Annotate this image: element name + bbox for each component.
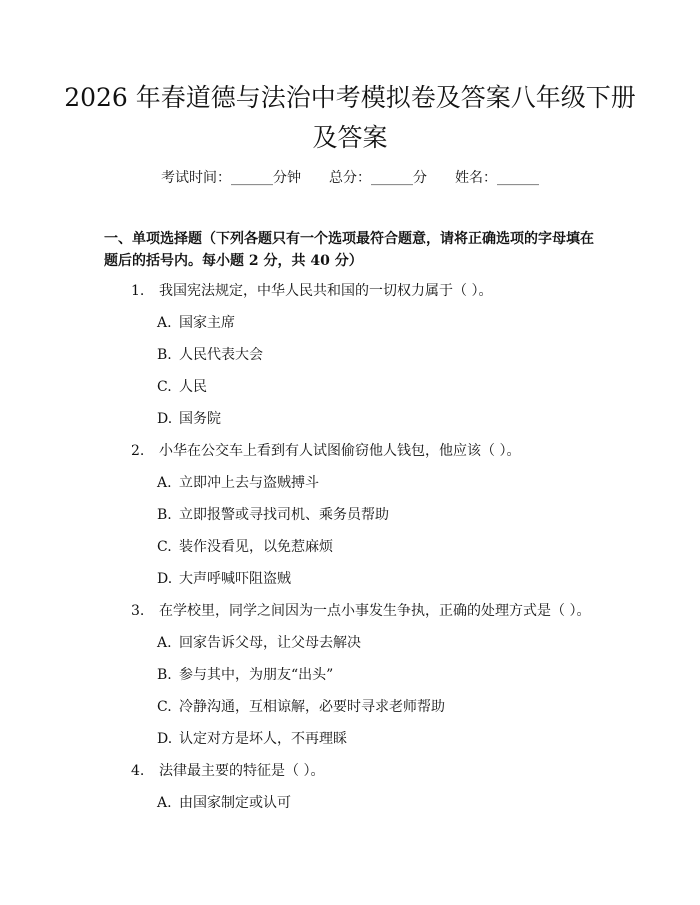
- option-text: 冷静沟通，互相谅解，必要时寻求老师帮助: [179, 699, 445, 715]
- student-name-field: 姓名：______: [455, 170, 539, 186]
- question-number: 1.: [131, 283, 145, 299]
- option-3c: [157, 697, 617, 717]
- option-text: 立即冲上去与盗贼搏斗: [179, 475, 319, 491]
- option-3b: [157, 665, 617, 685]
- option-1a: [157, 313, 617, 333]
- question-4: [131, 761, 631, 781]
- option-letter: A.: [157, 475, 172, 491]
- option-text: 由国家制定或认可: [179, 795, 291, 811]
- exam-meta: [0, 168, 700, 188]
- option-letter: C.: [157, 539, 172, 555]
- option-text: 认定对方是坏人，不再理睬: [179, 731, 347, 747]
- option-text: 大声呼喊吓阻盗贼: [179, 571, 291, 587]
- option-text: 国务院: [179, 411, 221, 427]
- question-2: [131, 441, 631, 461]
- option-2c: [157, 537, 617, 557]
- option-1d: [157, 409, 617, 429]
- question-text: 法律最主要的特征是（ ）。: [159, 763, 325, 779]
- option-2b: [157, 505, 617, 525]
- option-text: 立即报警或寻找司机、乘务员帮助: [179, 507, 389, 523]
- option-4a: [157, 793, 617, 813]
- option-text: 人民代表大会: [179, 347, 263, 363]
- option-2a: [157, 473, 617, 493]
- option-letter: A.: [157, 635, 172, 651]
- option-text: 人民: [179, 379, 207, 395]
- option-letter: D.: [157, 411, 173, 427]
- option-text: 回家告诉父母，让父母去解决: [179, 635, 361, 651]
- option-1b: [157, 345, 617, 365]
- option-3a: [157, 633, 617, 653]
- section-heading: 一、单项选择题（下列各题只有一个选项最符合题意，请将正确选项的字母填在题后的括号内。每小题 2 分，共 40 分）: [104, 231, 594, 269]
- option-text: 装作没看见，以免惹麻烦: [179, 539, 333, 555]
- option-letter: B.: [157, 507, 172, 523]
- option-text: 参与其中，为朋友“出头”: [179, 667, 334, 683]
- document-title: 2026 年春道德与法治中考模拟卷及答案八年级下册及答案: [64, 83, 636, 152]
- option-letter: B.: [157, 667, 172, 683]
- option-3d: [157, 729, 617, 749]
- option-1c: [157, 377, 617, 397]
- question-1: [131, 281, 631, 301]
- question-number: 3.: [131, 603, 145, 619]
- question-text: 小华在公交车上看到有人试图偷窃他人钱包，他应该（ ）。: [159, 443, 521, 459]
- exam-time-field: 考试时间：______分钟: [161, 170, 301, 186]
- question-number: 4.: [131, 763, 145, 779]
- option-letter: D.: [157, 571, 173, 587]
- total-score-field: 总分：______分: [329, 170, 427, 186]
- option-letter: D.: [157, 731, 173, 747]
- option-text: 国家主席: [179, 315, 235, 331]
- question-text: 我国宪法规定，中华人民共和国的一切权力属于（ ）。: [159, 283, 493, 299]
- option-2d: [157, 569, 617, 589]
- option-letter: A.: [157, 795, 172, 811]
- option-letter: A.: [157, 315, 172, 331]
- option-letter: C.: [157, 699, 172, 715]
- question-number: 2.: [131, 443, 145, 459]
- question-text: 在学校里，同学之间因为一点小事发生争执，正确的处理方式是（ ）。: [159, 603, 591, 619]
- option-letter: C.: [157, 379, 172, 395]
- question-3: [131, 601, 631, 621]
- option-letter: B.: [157, 347, 172, 363]
